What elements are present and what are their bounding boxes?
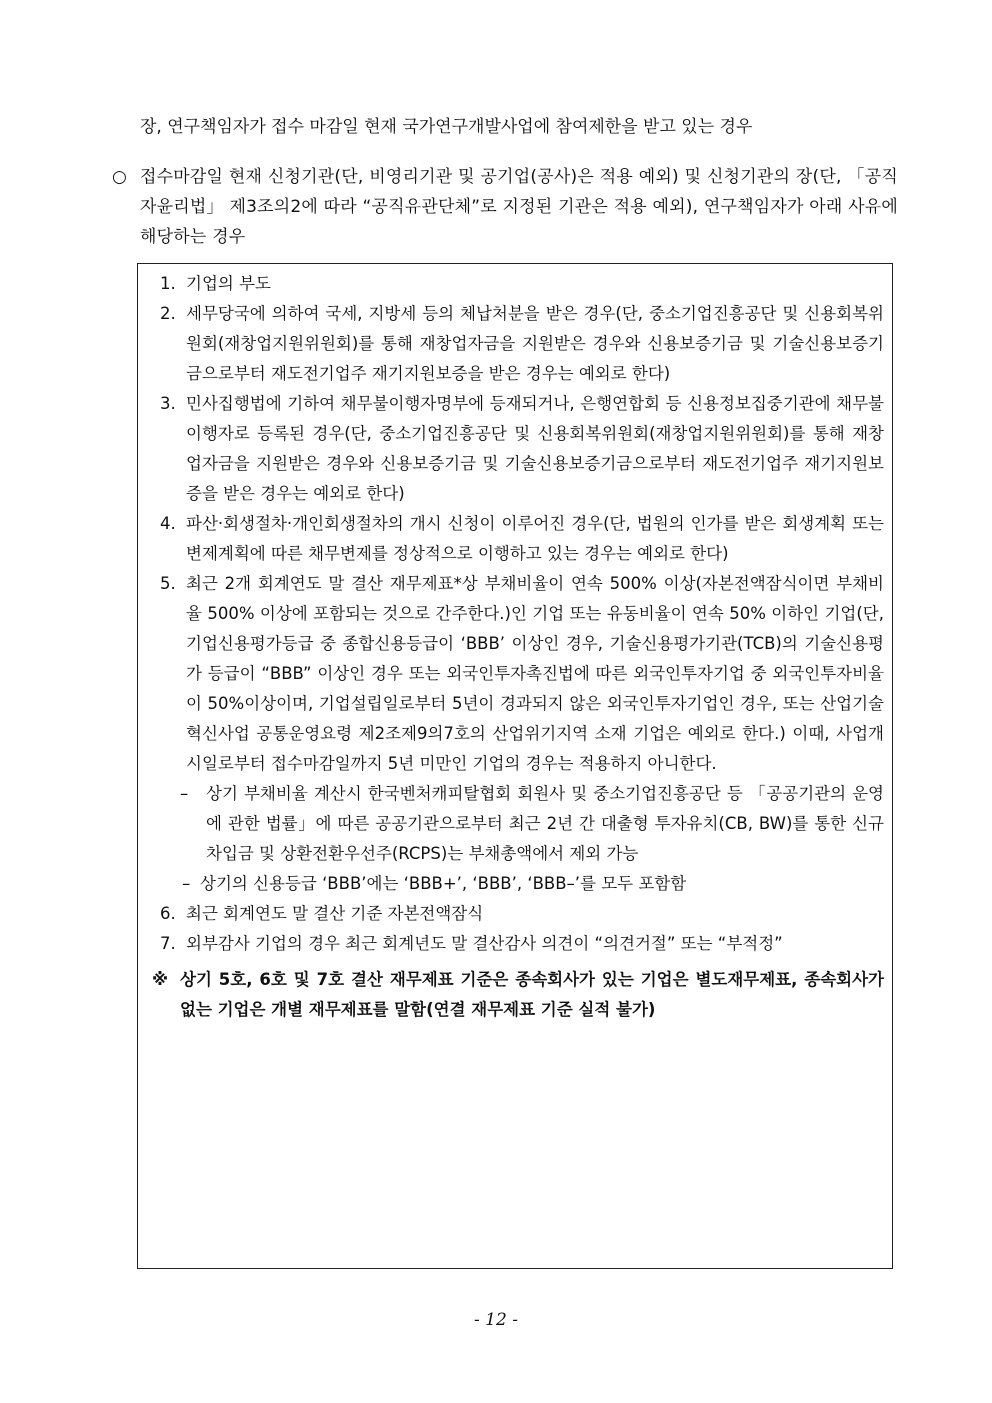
item-text: 기업의 부도 [186, 274, 271, 293]
sub-item-text: 상기의 신용등급 ‘BBB’에는 ‘BBB+’, ‘BBB’, ‘BBB–’를 모두 포함함 [200, 874, 687, 893]
item-number: 7. [160, 934, 176, 953]
item-number: 5. [160, 574, 176, 593]
item-number: 3. [160, 394, 176, 413]
item-text: 최근 2개 회계연도 말 결산 재무제표*상 부채비율이 연속 500% 이상(자본전액잠식이면 부채비율 500% 이상에 포함되는 것으로 간주한다.)인 기업 또는 유동비율이 연속 50% 이하인 기업(단, 기업신용평가등급 중 종합신용등급이 ‘BBB’ 이상인 경우, 기술신용평가기관(TCB)의 기술신용평가 등급이 “BBB” 이상인 경우 또는 외국인투자촉진법에 따른 외국인투자기업 중 외국인투자비율이 50%이상이며, 기업설립일로부터 5년이 경과되지 않은 외국인투자기업인 경우, 또는 산업기술혁신사업 공통운영요령 제2조제9의7호의 산업위기지역 소재 기업은 예외로 한다.) 이때, 사업개시일로부터 접수마감일까지 5년 미만인 기업의 경우는 적용하지 아니한다. [186, 574, 884, 773]
sub-item-text: 상기 부채비율 계산시 한국벤처캐피탈협회 회원사 및 중소기업진흥공단 등 「공공기관의 운영에 관한 법률」에 따른 공공기관으로부터 최근 2년 간 대출형 투자유치(CB, BW)를 통한 신규차입금 및 상환전환우선주(RCPS)는 부채총액에서 제외 가능 [206, 784, 884, 863]
criteria-list [138, 269, 892, 1025]
bullet-text: 접수마감일 현재 신청기관(단, 비영리기관 및 공기업(공사)은 적용 예외) 및 신청기관의 장(단, 「공직자윤리법」 제3조의2에 따라 “공직유관단체”로 지정된 기관은 적용 예외), 연구책임자가 아래 사유에 해당하는 경우 [140, 167, 898, 247]
note-text: 상기 5호, 6호 및 7호 결산 재무제표 기준은 종속회사가 있는 기업은 별도재무제표, 종속회사가 없는 기업은 개별 재무제표를 말함(연결 재무제표 기준 실적 불가) [180, 970, 884, 1019]
dash-bullet-icon: – [180, 784, 189, 803]
circle-bullet-icon: ○ [112, 167, 127, 187]
criteria-item-3 [138, 389, 892, 509]
page-number: - 12 - [474, 1310, 518, 1330]
intro-continuation-line: 장, 연구책임자가 접수 마감일 현재 국가연구개발사업에 참여제한을 받고 있는 경우 [140, 117, 753, 137]
item-text: 민사집행법에 기하여 채무불이행자명부에 등재되거나, 은행연합회 등 신용정보집중기관에 채무불이행자로 등록된 경우(단, 중소기업진흥공단 및 신용회복위원회(재창업지원위원회)를 통해 재창업자금을 지원받은 경우와 신용보증기금 및 기술신용보증기금으로부터 재도전기업주 재기지원보증을 받은 경우는 예외로 한다) [186, 394, 884, 503]
reference-mark-icon: ※ [152, 970, 169, 989]
item-number: 6. [160, 904, 176, 923]
criteria-item-5 [138, 569, 892, 779]
eligibility-bullet [112, 162, 898, 252]
criteria-item-6 [138, 899, 892, 929]
sub-item-debt-ratio-exclusion [138, 779, 892, 869]
criteria-box [137, 263, 893, 1269]
sub-item-credit-grade [138, 869, 892, 899]
item-text: 세무당국에 의하여 국세, 지방세 등의 체납처분을 받은 경우(단, 중소기업진흥공단 및 신용회복위원회(재창업지원위원회)를 통해 재창업자금을 지원받은 경우와 신용보증기금 및 기술신용보증기금으로부터 재도전기업주 재기지원보증을 받은 경우는 예외로 한다) [186, 304, 884, 383]
item-number: 4. [160, 514, 176, 533]
item-number: 1. [160, 274, 176, 293]
item-number: 2. [160, 304, 176, 323]
criteria-item-2 [138, 299, 892, 389]
criteria-item-7 [138, 929, 892, 959]
criteria-item-4 [138, 509, 892, 569]
dash-bullet-icon: – [182, 874, 191, 893]
item-text: 파산·회생절차·개인회생절차의 개시 신청이 이루어진 경우(단, 법원의 인가를 받은 회생계획 또는 변제계획에 따른 채무변제를 정상적으로 이행하고 있는 경우는 예외로 한다) [186, 514, 884, 563]
criteria-item-1 [138, 269, 892, 299]
item-text: 최근 회계연도 말 결산 기준 자본전액잠식 [186, 904, 484, 923]
item-text: 외부감사 기업의 경우 최근 회계년도 말 결산감사 의견이 “의견거절” 또는 “부적정” [186, 934, 783, 953]
financial-statement-note [138, 965, 892, 1025]
